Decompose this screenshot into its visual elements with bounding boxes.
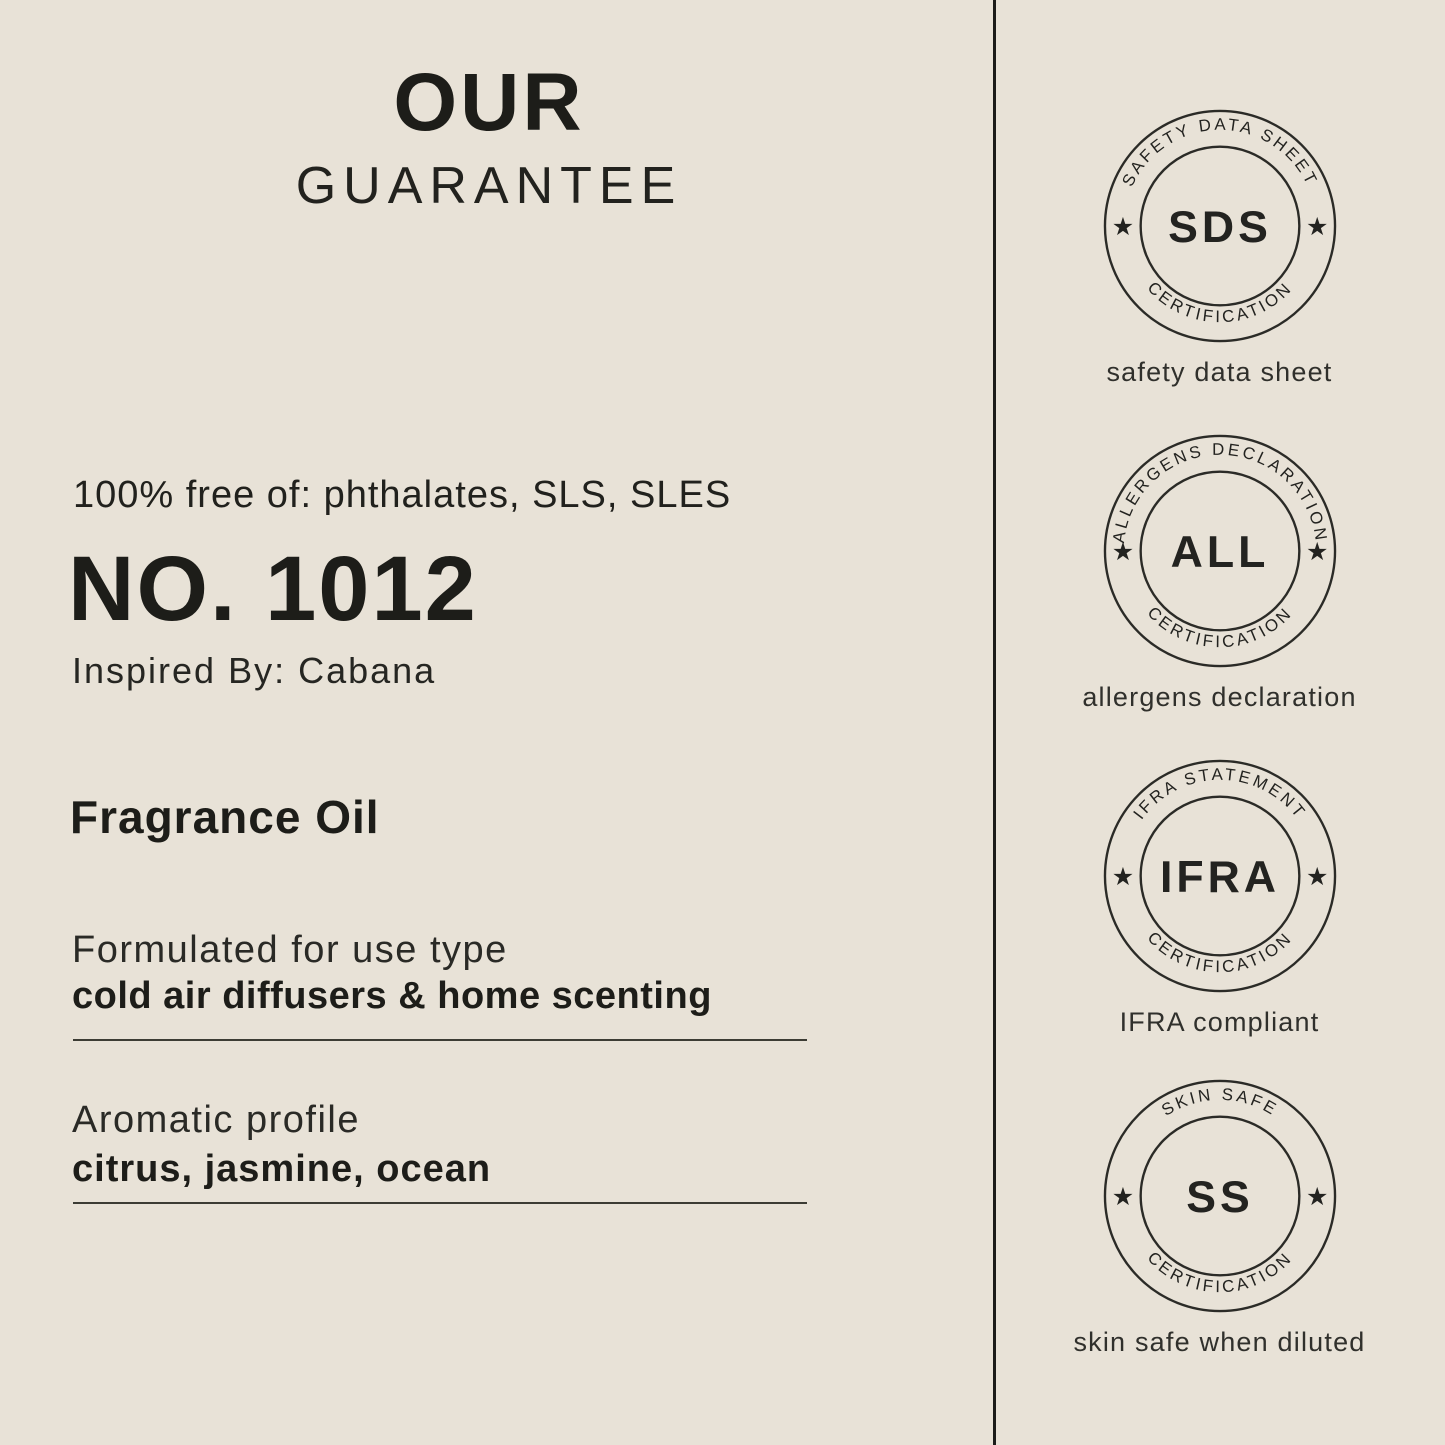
use-type-value: cold air diffusers & home scenting	[72, 975, 712, 1017]
star-icon: ★	[1111, 213, 1134, 241]
stamp-bottom-text: CERTIFICATION	[1143, 1247, 1296, 1297]
use-type-label: Formulated for use type	[72, 929, 508, 971]
badge-skin-safe	[994, 1077, 1445, 1358]
badge-sds	[994, 107, 1445, 388]
stamp-bottom-text: CERTIFICATION	[1143, 927, 1296, 977]
badge-caption: safety data sheet	[1106, 357, 1333, 387]
stamp-code: ALL	[1170, 527, 1269, 577]
header-line-our: OUR	[393, 57, 585, 148]
badge-caption: IFRA compliant	[1119, 1007, 1320, 1037]
svg-text:IFRA STATEMENT	[1129, 765, 1310, 823]
stamp-top-text: SKIN SAFE	[1157, 1084, 1282, 1120]
badge-caption: skin safe when diluted	[1073, 1327, 1366, 1357]
star-icon: ★	[1305, 213, 1328, 241]
header-line-guarantee: GUARANTEE	[295, 157, 683, 215]
stamp-code: IFRA	[1159, 852, 1280, 902]
star-icon: ★	[1111, 863, 1134, 891]
product-number: NO. 1012	[68, 538, 478, 640]
badge-ifra	[994, 757, 1445, 1038]
sds-stamp-icon	[1101, 107, 1339, 345]
svg-text:SAFETY DATA SHEET	[1118, 115, 1321, 190]
stamp-code: SS	[1185, 1172, 1254, 1222]
star-icon: ★	[1111, 1183, 1134, 1211]
stamp-top-text: SAFETY DATA SHEET	[1117, 114, 1322, 190]
use-type-underline	[73, 1039, 807, 1041]
stamp-top-text: ALLERGENS DECLARATION	[1108, 439, 1331, 545]
aromatic-profile-value: citrus, jasmine, ocean	[72, 1148, 492, 1190]
allergens-stamp-icon	[1101, 432, 1339, 670]
aromatic-profile-label: Aromatic profile	[72, 1099, 360, 1141]
ifra-stamp-icon	[1101, 757, 1339, 995]
badge-allergens	[994, 432, 1445, 713]
badge-caption: allergens declaration	[1082, 682, 1357, 712]
product-type: Fragrance Oil	[70, 791, 380, 843]
aromatic-profile-underline	[73, 1202, 807, 1204]
star-icon: ★	[1305, 538, 1328, 566]
stamp-bottom-text: CERTIFICATION	[1143, 602, 1296, 652]
star-icon: ★	[1305, 863, 1328, 891]
skin-safe-stamp-icon	[1101, 1077, 1339, 1315]
free-of-statement: 100% free of: phthalates, SLS, SLES	[73, 474, 732, 516]
star-icon: ★	[1305, 1183, 1328, 1211]
star-icon: ★	[1111, 538, 1134, 566]
stamp-bottom-text: CERTIFICATION	[1143, 277, 1296, 327]
stamp-code: SDS	[1167, 202, 1272, 252]
stamp-top-text: IFRA STATEMENT	[1129, 764, 1310, 823]
inspired-by: Inspired By: Cabana	[72, 650, 437, 691]
